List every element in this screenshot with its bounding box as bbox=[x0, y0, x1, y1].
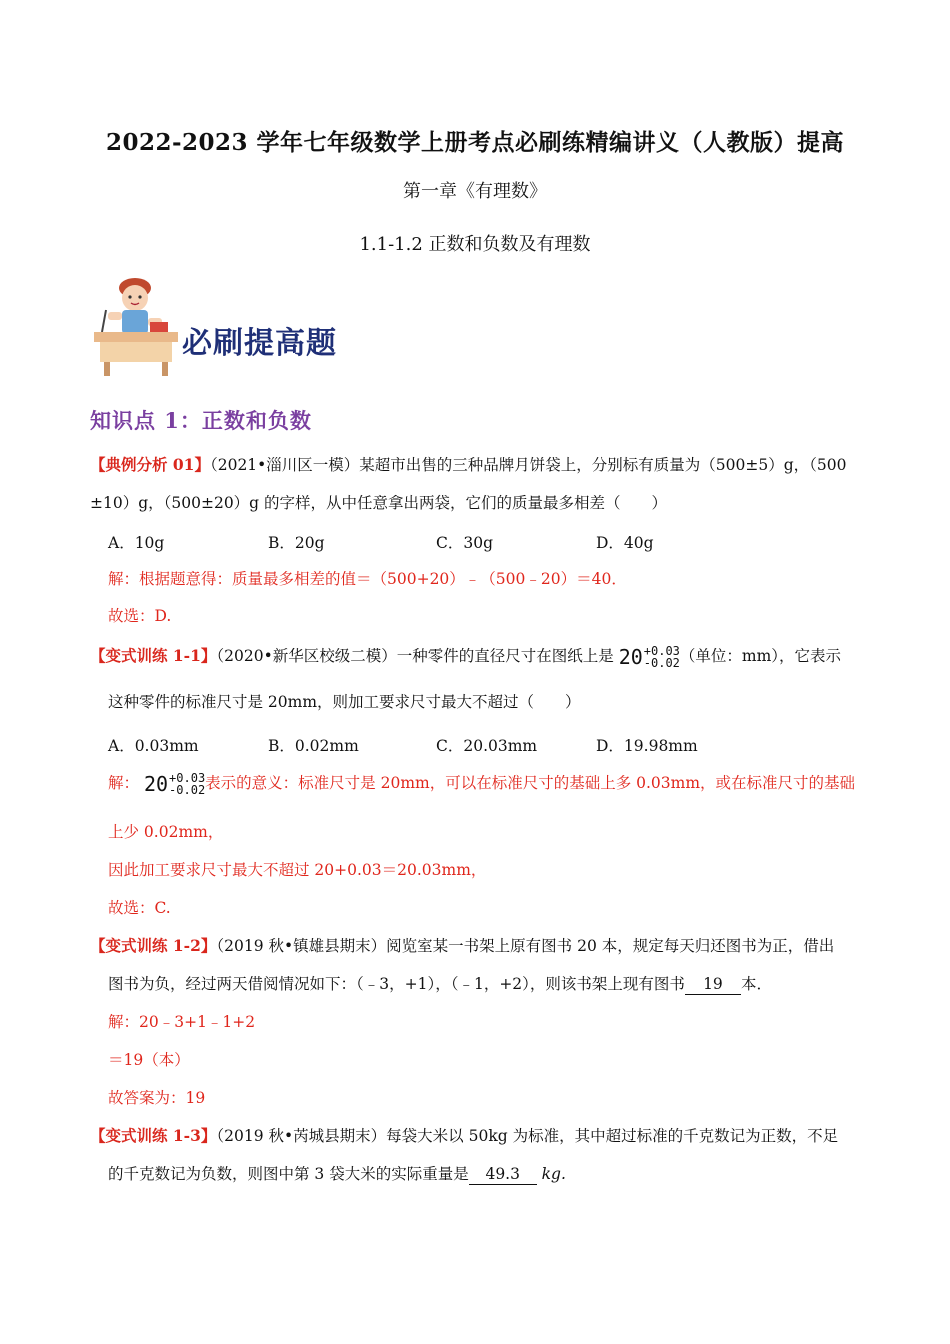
banner bbox=[90, 270, 360, 380]
problem-2-solution-line-1: 解： 20 +0.03 -0.02 表示的意义：标准尺寸是 20mm，可以在标准尺寸的基础上多 0.03mm，或在标准尺寸的基础 bbox=[108, 771, 856, 797]
problem-1-options bbox=[108, 531, 868, 551]
option-a: A．10g bbox=[108, 534, 165, 552]
chapter-title: 第一章《有理数》 bbox=[403, 181, 547, 202]
problem-3-solution-line-1: 解：20﹣3+1﹣1+2 bbox=[108, 1013, 256, 1031]
knowledge-point-heading: 知识点 1：正数和负数 bbox=[90, 408, 312, 433]
option-c: C．30g bbox=[436, 534, 494, 552]
problem-2-solution-line-2: 上少 0.02mm， bbox=[108, 823, 224, 841]
tolerance-expression: 20 +0.03 -0.02 bbox=[143, 771, 206, 797]
problem-1-line-1: 【典例分析 01】（2021•淄川区一模）某超市出售的三种品牌月饼袋上，分别标有质量为（500±5）g，（500 bbox=[90, 455, 847, 474]
problem-3-line-1: 【变式训练 1-2】（2019 秋•镇雄县期末）阅览室某一书架上原有图书 20 本，规定每天归还图书为正，借出 bbox=[90, 936, 835, 955]
problem-2-tag: 【变式训练 1-1】 bbox=[90, 646, 217, 665]
problem-2-answer: 故选：C. bbox=[108, 899, 171, 917]
tolerance-expression: 20 +0.03 -0.02 bbox=[618, 644, 680, 670]
problem-2-options bbox=[108, 734, 868, 754]
document-title: 2022-2023 学年七年级数学上册考点必刷练精编讲义（人教版）提高 bbox=[105, 129, 845, 156]
option-d: D．19.98mm bbox=[596, 737, 698, 755]
option-a: A．0.03mm bbox=[108, 737, 199, 755]
problem-2-line-1: 【变式训练 1-1】（2020•新华区校级二模）一种零件的直径尺寸在图纸上是 20 +0.03 -0.02 （单位：mm），它表示 bbox=[90, 644, 842, 670]
problem-3-solution-line-2: ＝19（本） bbox=[108, 1051, 190, 1069]
problem-1-answer: 故选：D. bbox=[108, 607, 172, 625]
problem-1-solution: 解：根据题意得：质量最多相差的值＝（500+20）﹣（500﹣20）＝40． bbox=[108, 570, 627, 588]
option-b: B．0.02mm bbox=[268, 737, 359, 755]
problem-4-line-2: 的千克数记为负数，则图中第 3 袋大米的实际重量是 49.3 kg. bbox=[108, 1165, 566, 1183]
problem-1-tag: 【典例分析 01】 bbox=[90, 455, 210, 474]
answer-blank: 19 bbox=[685, 974, 741, 995]
option-b: B．20g bbox=[268, 534, 325, 552]
problem-3-tag: 【变式训练 1-2】 bbox=[90, 936, 217, 955]
option-d: D．40g bbox=[596, 534, 654, 552]
option-c: C．20.03mm bbox=[436, 737, 538, 755]
problem-4-tag: 【变式训练 1-3】 bbox=[90, 1126, 217, 1145]
problem-3-solution-line-3: 故答案为：19 bbox=[108, 1089, 206, 1107]
section-title: 1.1-1.2 正数和负数及有理数 bbox=[359, 234, 591, 255]
problem-2-solution-line-3: 因此加工要求尺寸最大不超过 20+0.03＝20.03mm， bbox=[108, 861, 487, 879]
answer-blank: 49.3 bbox=[469, 1164, 537, 1185]
banner-title: 必刷提高题 bbox=[182, 326, 337, 361]
problem-4-line-1: 【变式训练 1-3】（2019 秋•芮城县期末）每袋大米以 50kg 为标准，其中超过标准的千克数记为正数，不足 bbox=[90, 1126, 839, 1145]
problem-1-line-2: ±10）g，（500±20）g 的字样，从中任意拿出两袋，它们的质量最多相差（ ） bbox=[90, 494, 668, 512]
problem-3-line-2: 图书为负，经过两天借阅情况如下：（﹣3，+1），（﹣1，+2），则该书架上现有图书 19 本． bbox=[108, 975, 772, 993]
problem-2-line-2: 这种零件的标准尺寸是 20mm，则加工要求尺寸最大不超过（ ） bbox=[108, 693, 581, 711]
